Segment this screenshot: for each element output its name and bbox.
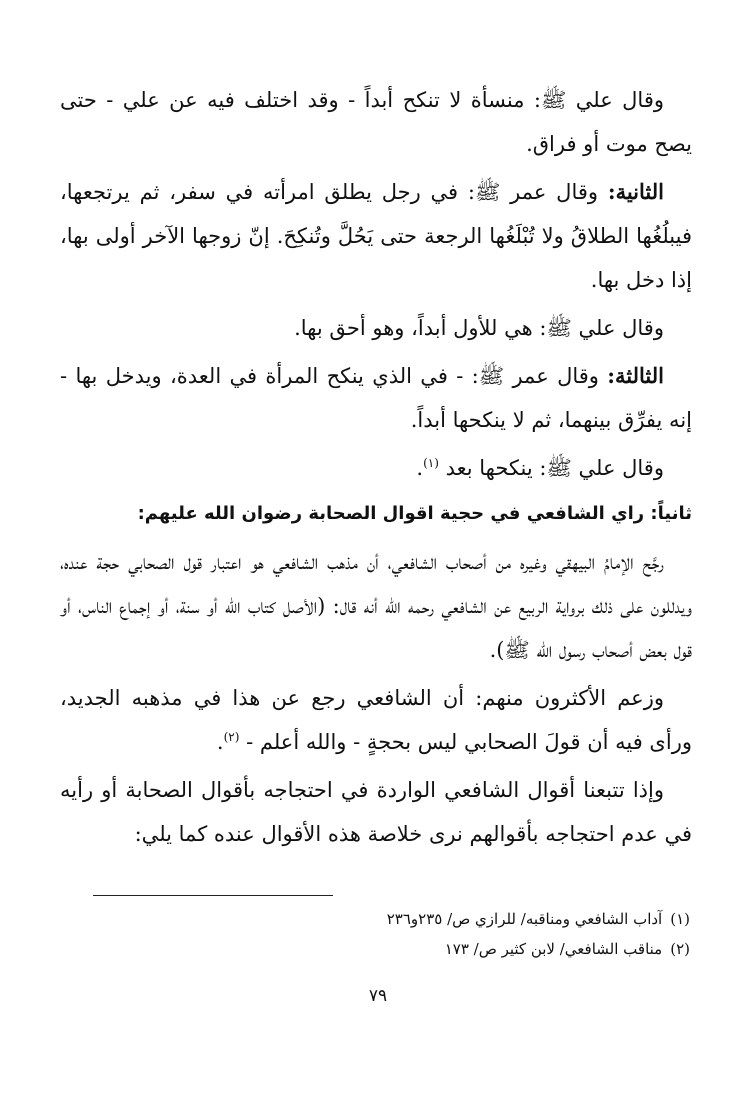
paragraph-4-text: وقال عمر ﷺ: - في الذي ينكح المرأة في العدة، ويدخل بها - إنه يفرِّق بينهما، ثم لا ينكحها أبداً.: [60, 364, 692, 432]
paragraph-3-text: وقال علي ﷺ: هي للأول أبداً، وهو أحق بها.: [294, 316, 664, 340]
paragraph-5: [60, 446, 692, 490]
footnote-1-text: آداب الشافعي ومناقبه/ للرازي ص/ ٢٣٥و٢٣٦: [386, 910, 663, 928]
page-number: ٧٩: [368, 986, 388, 1006]
paragraph-7-tail: .: [216, 730, 224, 754]
footnote-1: [60, 904, 690, 934]
paragraph-6: [60, 540, 692, 672]
paragraph-3: [60, 306, 692, 350]
page-body: [60, 78, 692, 860]
footnote-2-number: (٢): [670, 940, 690, 958]
paragraph-4-lead: الثالثة:: [607, 363, 664, 388]
footnote-ref-1[interactable]: (١): [423, 456, 439, 470]
paragraph-7-text: وزعم الأكثرون منهم: أن الشافعي رجع عن هذا في مذهبه الجديد، ورأى فيه أن قولَ الصحابي ليس بحجةٍ - والله أعلم -: [60, 686, 692, 754]
paragraph-8-text: وإذا تتبعنا أقوال الشافعي الواردة في احتجاجه بأقوال الصحابة أو رأيه في عدم احتجاجه بأقوالهم نرى خلاصة هذه الأقوال عنده كما يلي:: [60, 778, 692, 846]
footnotes: [60, 904, 690, 964]
footnote-ref-2[interactable]: (٢): [223, 730, 240, 744]
paragraph-1: [60, 78, 692, 166]
footnote-2-text: مناقب الشافعي/ لابن كثير ص/ ١٧٣: [444, 940, 663, 958]
section-heading: ثانياً: راي الشافعي في حجية اقوال الصحابة رضوان الله عليهم:: [137, 503, 692, 524]
paragraph-5-tail: .: [416, 456, 424, 480]
footnote-1-number: (١): [670, 910, 690, 928]
footnote-divider: [93, 895, 333, 896]
paragraph-1-text: وقال علي ﷺ: منسأة لا تنكح أبداً - وقد اختلف فيه عن علي - حتى يصح موت أو فراق.: [60, 88, 692, 156]
paragraph-2-text: وقال عمر ﷺ: في رجل يطلق امرأته في سفر، ثم يرتجعها، فيبلُغُها الطلاقُ ولا تُبْلَغُها الرجعة حتى يَحُلَّ وتُنكِحَ. إنّ زوجها الآخر أولى بها، إذا دخل بها.: [60, 180, 692, 292]
paragraph-8: [60, 768, 692, 856]
paragraph-2-lead: الثانية:: [607, 179, 664, 204]
paragraph-5-text: وقال علي ﷺ: ينكحها بعد: [445, 456, 664, 480]
paragraph-4: [60, 354, 692, 442]
paragraph-6-text: رجَّح الإمامُ البيهقي وغيره من أصحاب الشافعي، أن مذهب الشافعي هو اعتبار قول الصحابي حجة عنده، ويدللون على ذلك برواية الربيع عن الشافعي رحمه الله أنه قال: (الأصل كتاب الله أو سنة، أو إجماع الناس، أو قول بعض أصحاب رسول الله ﷺ).: [60, 550, 692, 662]
paragraph-7: [60, 676, 692, 764]
footnote-2: [60, 934, 690, 964]
paragraph-2: [60, 170, 692, 302]
